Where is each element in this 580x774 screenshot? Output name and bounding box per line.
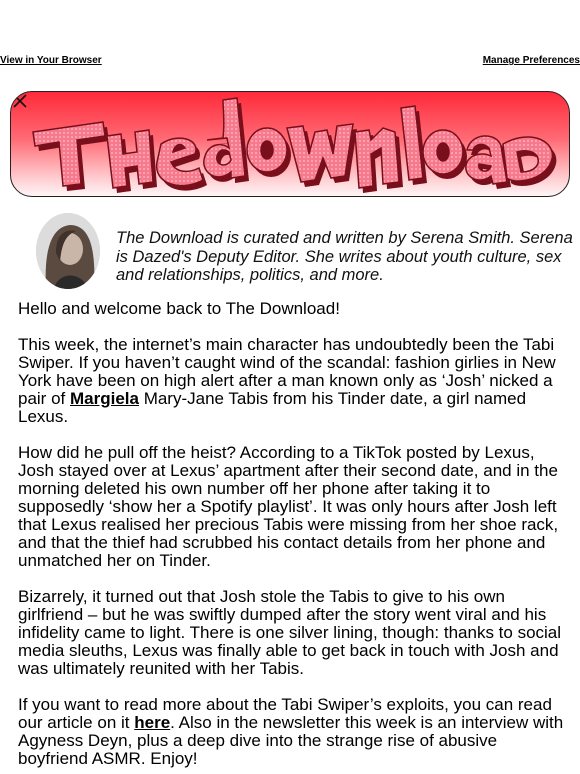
article-here-link[interactable]: here [134, 713, 171, 732]
article-body [18, 300, 568, 774]
preheader-bar [0, 55, 580, 69]
view-in-browser-link[interactable]: View in Your Browser [0, 55, 102, 66]
paragraph-outcome: Bizarrely, it turned out that Josh stole the Tabis to give to his own girlfriend – but he was swiftly dumped after the story went viral and his infidelity came to light. There is one silver lining, though: thanks to social media sleuths, Lexus was finally able to get back in touch with Josh and was ultimately reunited with her Tabis. [18, 587, 562, 678]
paragraph-closing: If you want to read more about the Tabi Swiper’s exploits, you can read our article on it here. Also in the newsletter this week is an interview with Agyness Deyn, plus a deep dive into the strange rise of abusive boyfriend ASMR. Enjoy! [18, 695, 564, 768]
close-icon[interactable] [11, 92, 29, 110]
margiela-link[interactable]: Margiela [69, 389, 139, 408]
the-download-logo [11, 92, 570, 197]
paragraph-intro: This week, the internet’s main character has undoubtedly been the Tabi Swiper. If you haven’t caught wind of the scandal: fashion girlies in New York have been on high alert after a man known only as ‘Josh’ nicked a pair of Margiela Mary-Jane Tabis from his Tinder date, a girl named Lexus. [18, 335, 556, 426]
manage-preferences-link[interactable]: Manage Preferences [482, 55, 580, 66]
author-avatar [36, 213, 100, 289]
paragraph-greeting: Hello and welcome back to The Download! [18, 299, 340, 318]
paragraph-heist: How did he pull off the heist? According to a TikTok posted by Lexus, Josh stayed over at Lexus’ apartment after their second date, and in the morning deleted his own number off her phone after taking it to supposedly ‘show her a Spotify playlist’. It was only hours after Josh left that Lexus realised her precious Tabis were missing from her shoe rack, and that the thief had scrubbed his contact details from her phone and unmatched her on Tinder. [18, 443, 559, 570]
newsletter-banner [10, 91, 570, 197]
author-bio [36, 213, 573, 289]
author-bio-text: The Download is curated and written by Serena Smith. Serena is Dazed's Deputy Editor. She writes about youth culture, sex and relationships, politics, and more. [116, 229, 573, 284]
